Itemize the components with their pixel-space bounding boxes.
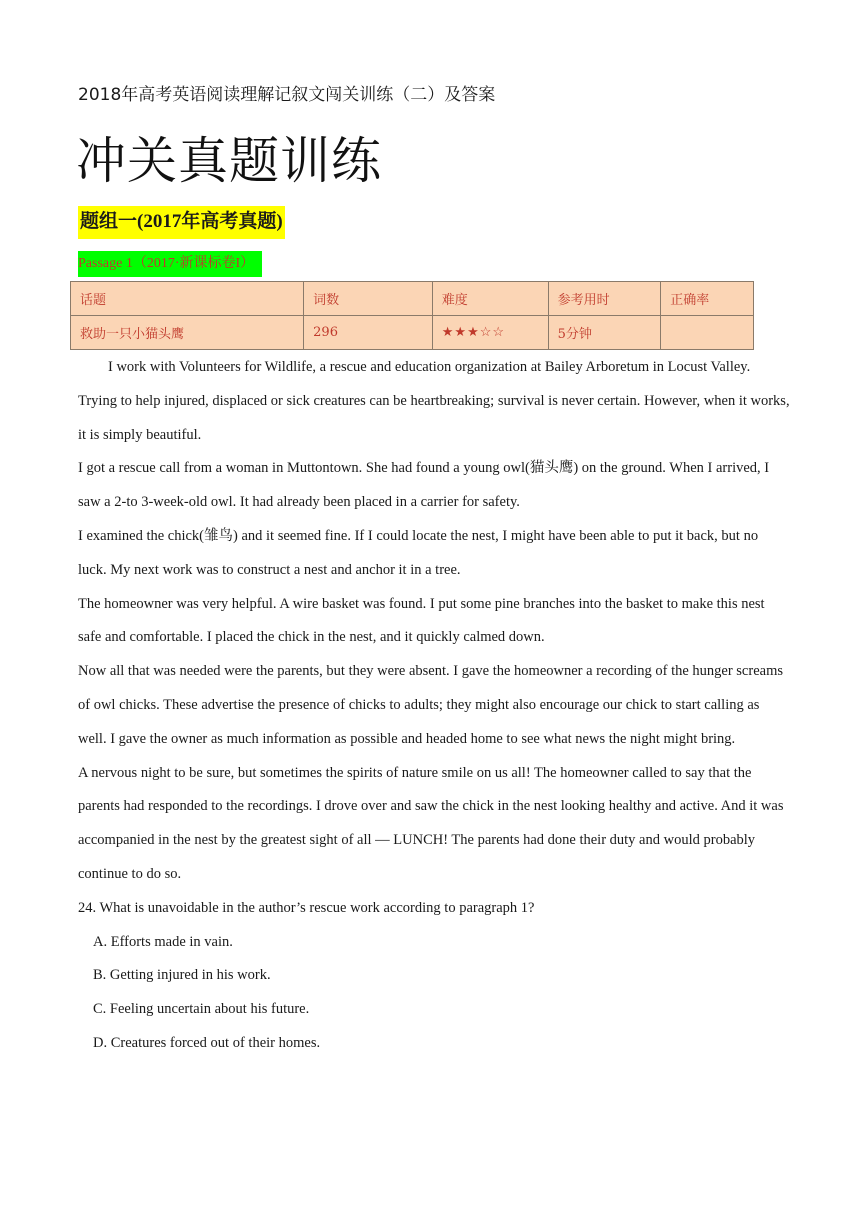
cell-difficulty-stars: ★★★☆☆: [432, 316, 548, 350]
table-header-row: [71, 282, 754, 316]
header-topic: 话题: [71, 282, 304, 316]
passage-info-table: [70, 281, 754, 350]
passage-body: [78, 351, 790, 1061]
header-accuracy: 正确率: [661, 282, 754, 316]
answer-option-b: B. Getting injured in his work.: [93, 967, 271, 984]
group-heading-highlighted: 题组一(2017年高考真题): [78, 206, 285, 239]
table-row: [71, 316, 754, 350]
passage-label-highlighted: Passage 1（2017·新课标卷I）: [78, 251, 262, 277]
answer-option-a: A. Efforts made in vain.: [93, 933, 233, 950]
header-difficulty: 难度: [432, 282, 548, 316]
paragraph: I examined the chick(雏鸟) and it seemed fine. If I could locate the nest, I might have been able to put it back, but no luck. My next work was to construct a nest and anchor it in a tree.: [78, 527, 759, 578]
header-reference-time: 参考用时: [548, 282, 661, 316]
question-stem: 24. What is unavoidable in the author’s rescue work according to paragraph 1?: [78, 899, 535, 916]
paragraph: The homeowner was very helpful. A wire basket was found. I put some pine branches into the basket to make this nest safe and comfortable. I placed the chick in the nest, and it quickly calmed down.: [78, 595, 765, 646]
cell-word-count: 296: [304, 316, 433, 350]
answer-option-c: C. Feeling uncertain about his future.: [93, 1001, 310, 1018]
cell-topic: 救助一只小猫头鹰: [71, 316, 304, 350]
paragraph: A nervous night to be sure, but sometimes the spirits of nature smile on us all! The homeowner called to say that the parents had responded to the recordings. I drove over and saw the chick in the nest looking healthy and active. And it was accompanied in the nest by the greatest sight of all — LUNCH! The parents had done their duty and would probably continue to do so.: [78, 764, 784, 882]
answer-option-d: D. Creatures forced out of their homes.: [93, 1034, 321, 1051]
header-word-count: 词数: [304, 282, 433, 316]
paragraph: I got a rescue call from a woman in Muttontown. She had found a young owl(猫头鹰) on the ground. When I arrived, I saw a 2-to 3-week-old owl. It had already been placed in a carrier for safety.: [78, 460, 770, 511]
paragraph: I work with Volunteers for Wildlife, a rescue and education organization at Bailey Arboretum in Locust Valley. Trying to help injured, displaced or sick creatures can be heartbreaking; survival is never certain. However, when it works, it is simply beautiful.: [78, 359, 790, 443]
section-heading: 冲关真题训练: [76, 132, 382, 190]
document-title: 2018年高考英语阅读理解记叙文闯关训练（二）及答案: [78, 85, 496, 105]
cell-accuracy: [661, 316, 754, 350]
cell-reference-time: 5分钟: [548, 316, 661, 350]
paragraph: Now all that was needed were the parents, but they were absent. I gave the homeowner a recording of the hunger screams of owl chicks. These advertise the presence of chicks to adults; they might also encourage our chick to start calling as well. I gave the owner as much information as possible and headed home to see what news the night might bring.: [78, 663, 783, 747]
